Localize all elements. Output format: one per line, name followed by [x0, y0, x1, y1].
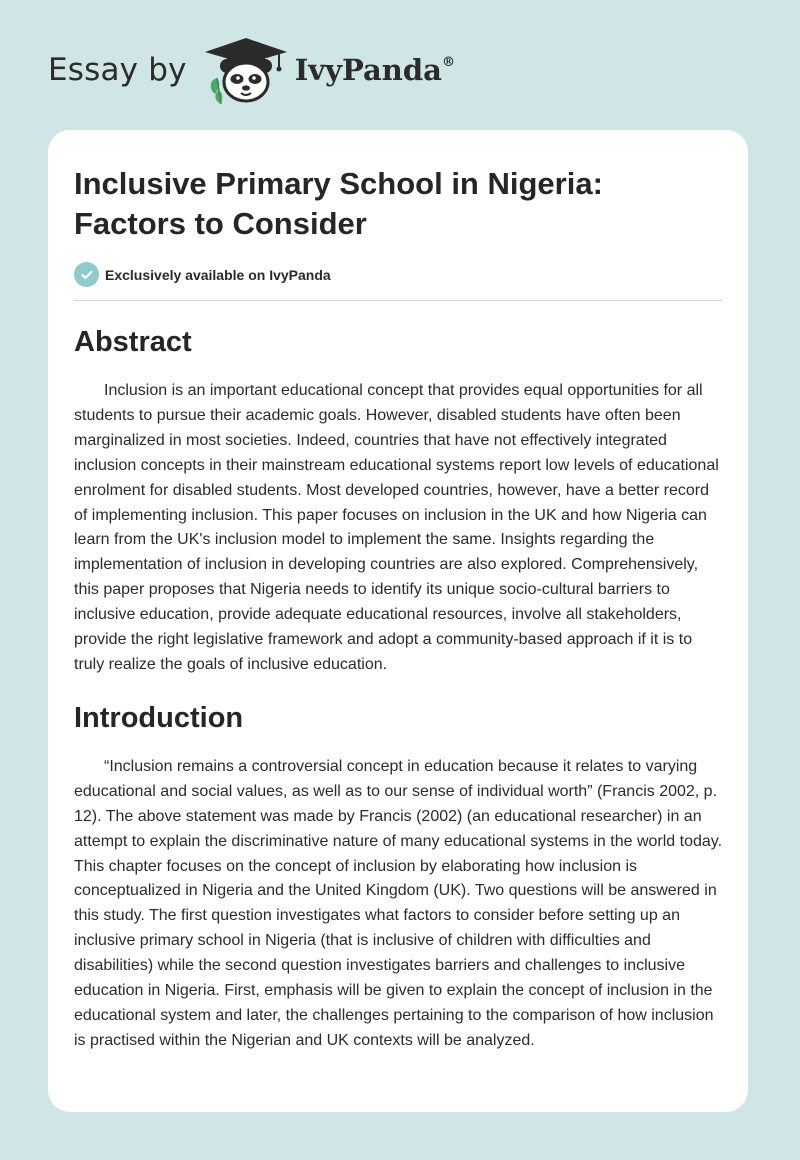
- exclusive-badge: [74, 262, 722, 287]
- ivypanda-logo[interactable]: [203, 34, 455, 106]
- section-heading-abstract: Abstract: [74, 326, 192, 358]
- registered-mark: ®: [441, 55, 455, 70]
- title-divider: [74, 300, 722, 301]
- article-title: Inclusive Primary School in Nigeria: Factors to Consider: [74, 166, 603, 241]
- check-circle-icon: [74, 262, 99, 287]
- section-heading-introduction: Introduction: [74, 701, 244, 734]
- panda-graduate-logo-icon: [203, 34, 289, 106]
- brand-name: IvyPanda®: [294, 53, 455, 87]
- exclusive-label: Exclusively available on IvyPanda: [105, 266, 331, 283]
- essay-by-label: Essay by: [48, 52, 187, 88]
- section-body-abstract: Inclusion is an important educational concept that provides equal opportunities for all students to pursue their academic goals. However, disabled students have often been marginalized in most societies. Indeed, countries that have not effectively integrated inclusion concepts in their mainstream educational systems report low levels of educational enrolment for disabled students. Most developed countries, however, have a better record of implementing inclusion. This paper focuses on inclusion in the UK and how Nigeria can learn from the UK's inclusion model to implement the same. Insights regarding the implementation of inclusion in developing countries are also explored. Comprehensively, this paper proposes that Nigeria needs to identify its unique socio-cultural barriers to inclusive education, provide adequate educational resources, involve all stakeholders, provide the right legislative framework and adopt a community-based approach if it is to truly realize the goals of inclusive education.: [74, 382, 719, 673]
- section-body-introduction: “Inclusion remains a controversial concept in education because it relates to varying educational and social values, as well as to our sense of individual worth” (Francis 2002, p. 12). The above statement was made by Francis (2002) (an educational researcher) in an attempt to explain the discriminative nature of many educational systems in the world today. This chapter focuses on the concept of inclusion by elaborating how inclusion is conceptualized in Nigeria and the United Kingdom (UK). Two questions will be answered in this study. The first question investigates what factors to consider before setting up an inclusive primary school in Nigeria (that is inclusive of children with difficulties and disabilities) while the second question investigates barriers and challenges to inclusive education in Nigeria. First, emphasis will be given to explain the concept of inclusion in the educational system and later, the challenges pertaining to the comparison of how inclusion is practised within the Nigerian and UK contexts will be analyzed.: [74, 757, 723, 1049]
- article-card: [48, 130, 748, 1112]
- site-header: [48, 30, 768, 110]
